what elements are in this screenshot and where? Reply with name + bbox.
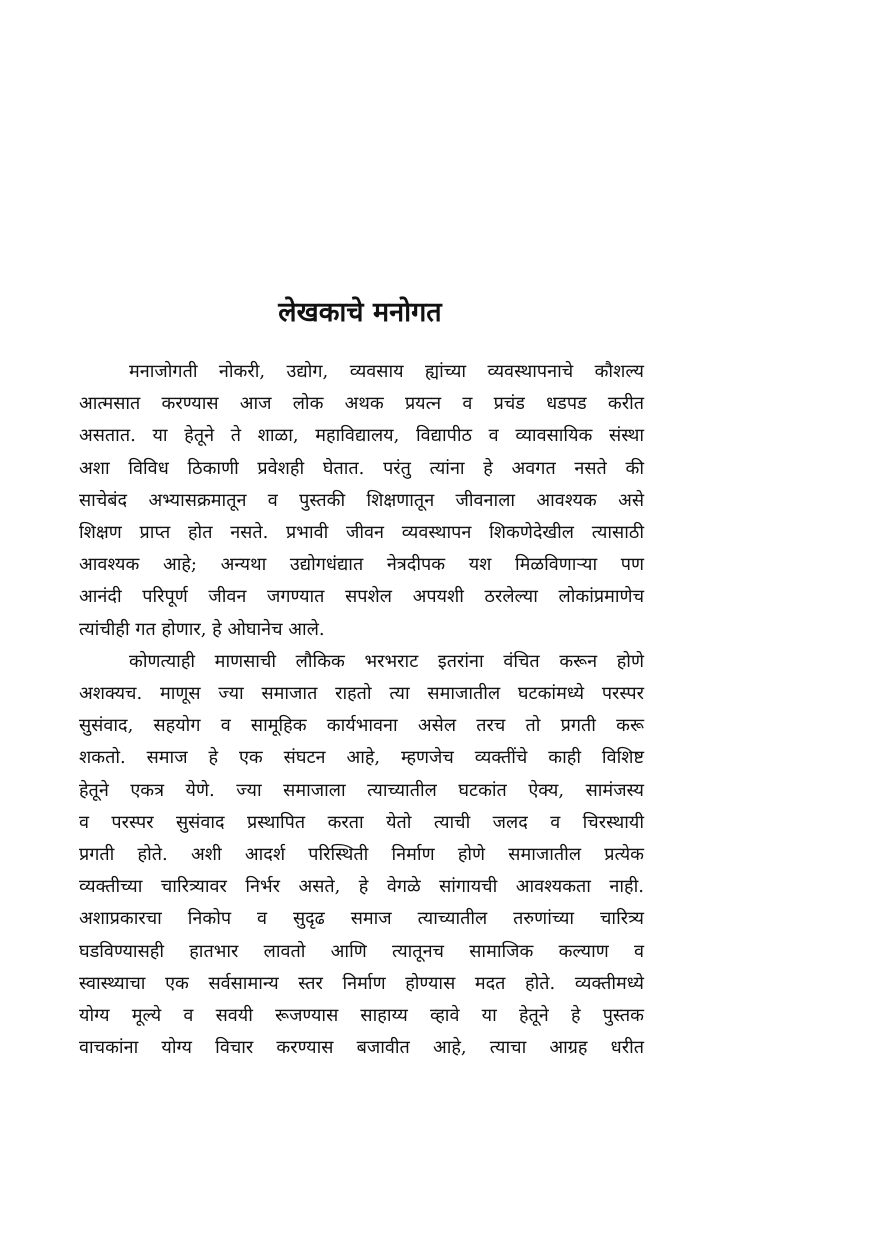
text-line: साचेबंद अभ्यासक्रमातून व पुस्तकी शिक्षणातून जीवनाला आवश्यक असे	[79, 489, 644, 511]
text-line: घडविण्यासही हातभार लावतो आणि त्यातूनच सामाजिक कल्याण व	[79, 940, 644, 962]
text-line: प्रगती होते. अशी आदर्श परिस्थिती निर्माण होणे समाजातील प्रत्येक	[79, 844, 644, 866]
paragraph-2	[79, 646, 644, 1065]
paragraph-1	[79, 356, 644, 646]
text-line: असतात. या हेतूने ते शाळा, महाविद्यालय, विद्यापीठ व व्यावसायिक संस्था	[79, 425, 644, 447]
body-text	[79, 356, 644, 1064]
text-line: आत्मसात करण्यास आज लोक अथक प्रयत्न व प्रचंड धडपड करीत	[79, 393, 644, 415]
text-line: हेतूने एकत्र येणे. ज्या समाजाला त्याच्यातील घटकांत ऐक्य, सामंजस्य	[79, 779, 644, 801]
text-line: त्यांचीही गत होणार, हे ओघानेच आले.	[79, 618, 325, 640]
text-line: अशा विविध ठिकाणी प्रवेशही घेतात. परंतु त्यांना हे अवगत नसते की	[79, 457, 644, 479]
text-line: आवश्यक आहे; अन्यथा उद्योगधंद्यात नेत्रदीपक यश मिळविणाऱ्या पण	[79, 554, 644, 576]
text-line: स्वास्थ्याचा एक सर्वसामान्य स्तर निर्माण होण्यास मदत होते. व्यक्तीमध्ये	[79, 972, 644, 994]
text-line: शिक्षण प्राप्त होत नसते. प्रभावी जीवन व्यवस्थापन शिकणेदेखील त्यासाठी	[79, 522, 644, 544]
text-line: व परस्पर सुसंवाद प्रस्थापित करता येतो त्याची जलद व चिरस्थायी	[79, 811, 644, 833]
text-line: अशक्यच. माणूस ज्या समाजात राहतो त्या समाजातील घटकांमध्ये परस्पर	[79, 683, 644, 705]
text-line: कोणत्याही माणसाची लौकिक भरभराट इतरांना वंचित करून होणे	[129, 650, 644, 672]
text-line: सुसंवाद, सहयोग व सामूहिक कार्यभावना असेल तरच तो प्रगती करू	[79, 715, 644, 737]
text-line: मनाजोगती नोकरी, उद्योग, व्यवसाय ह्यांच्या व्यवस्थापनाचे कौशल्य	[129, 361, 644, 382]
page-title: लेखकाचे मनोगत	[278, 297, 442, 328]
text-line: योग्य मूल्ये व सवयी रूजण्यास साहाय्य व्हावे या हेतूने हे पुस्तक	[79, 1005, 644, 1027]
text-line: आनंदी परिपूर्ण जीवन जगण्यात सपशेल अपयशी ठरलेल्या लोकांप्रमाणेच	[79, 586, 644, 608]
text-line: वाचकांना योग्य विचार करण्यास बजावीत आहे, त्याचा आग्रह धरीत	[79, 1037, 644, 1059]
text-line: शकतो. समाज हे एक संघटन आहे, म्हणजेच व्यक्तींचे काही विशिष्ट	[79, 747, 644, 769]
text-line: व्यक्तीच्या चारित्र्यावर निर्भर असते, हे वेगळे सांगायची आवश्यकता नाही.	[79, 876, 644, 898]
text-line: अशाप्रकारचा निकोप व सुदृढ समाज त्याच्यातील तरुणांच्या चारित्र्य	[79, 908, 644, 930]
